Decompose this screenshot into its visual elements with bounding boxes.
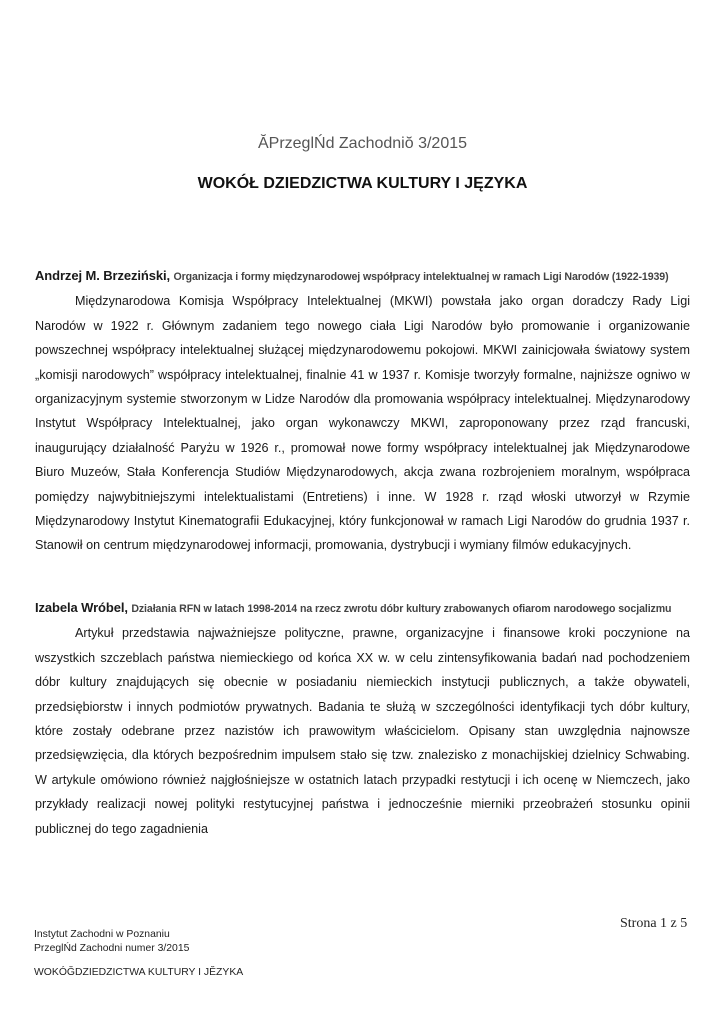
article-author: Andrzej M. Brzeziński,	[35, 268, 171, 283]
page-title: WOKÓŁ DZIEDZICTWA KULTURY I JĘZYKA	[197, 175, 528, 192]
article-title: Organizacja i formy międzynarodowej współpracy intelektualnej w ramach Ligi Narodów (1922-1939)	[173, 271, 669, 283]
article-abstract: Artykuł przedstawia najważniejsze polityczne, prawne, organizacyjne i finansowe kroki poczynione na wszystkich szczeblach państwa niemieckiego od końca XX w. w celu zintensyfikowania badań nad pochodzeniem dóbr kultury znajdujących się obecnie w posiadaniu niemieckich instytucji publicznych, a także obywateli, przedsiębiorstw i innych podmiotów prywatnych. Badania te służą w szczególności identyfikacji tych dóbr kultury, które zostały odebrane przez nazistów ich prawowitym właścicielom. Opisany stan uwzględnia najnowsze przedsięwzięcia, dla których bezpośrednim impulsem stało się tzw. znalezisko z monachijskiej dzielnicy Schwabing. W artykule omówiono również najgłośniejsze w ostatnich latach przypadki restytucji i ich ocenę w Niemczech, jako przykłady realizacji nowej polityki restytucyjnej państwa i jednocześnie mierniki przeobrażeń stosunku opinii publicznej do tego zagadnienia	[35, 626, 690, 836]
article-heading	[35, 264, 690, 289]
footer-section: WOKÓĞDZIEDZICTWA KULTURY I JĔZYKA	[34, 967, 244, 978]
article-entry	[35, 596, 690, 841]
article-abstract: Międzynarodowa Komisja Współpracy Intelektualnej (MKWI) powstała jako organ doradczy Rady Ligi Narodów w 1922 r. Głównym zadaniem tego nowego ciała Ligi Narodów było promowanie i organizowanie powszechnej współpracy intelektualnej służącej międzynarodowemu pokojowi. MKWI zainicjowała światowy system „komisji narodowych” współpracy intelektualnej, finalnie 41 w 1937 r. Komisje tworzyły formalne, najniższe ogniwo w organizacyjnym systemie stworzonym w Lidze Narodów dla promowania współpracy intelektualnej. Międzynarodowy Instytut Współpracy Intelektualnej, jako organ wykonawczy MKWI, zaproponowany przez rząd francuski, inaugurujący działalność Paryżu w 1926 r., promował nowe formy współpracy intelektualnej jak Międzynarodowe Biuro Muzeów, Stała Konferencja Studiów Międzynarodowych, akcja zwana rozbrojeniem moralnym, współpraca pomiędzy najwybitniejszymi intelektualistami (Entretiens) i inne. W 1928 r. rząd włoski utworzył w Rzymie Międzynarodowy Instytut Kinematografii Edukacyjnej, który funkcjonował w ramach Ligi Narodów do grudnia 1937 r. Stanowił on centrum międzynarodowej informacji, promowania, dystrybucji i wymiany filmów edukacyjnych.	[35, 294, 690, 553]
footer-institute: Instytut Zachodni w Poznaniu	[34, 929, 170, 940]
journal-header: ĂPrzeglŃd Zachodniŏ 3/2015	[257, 135, 468, 152]
article-title: Działania RFN w latach 1998-2014 na rzecz zwrotu dóbr kultury zrabowanych ofiarom narodowego socjalizmu	[131, 603, 672, 615]
article-author: Izabela Wróbel,	[35, 600, 128, 615]
page-number: Strona 1 z 5	[620, 916, 688, 931]
article-heading	[35, 596, 690, 621]
article-entry	[35, 264, 690, 558]
footer-issue: PrzeglŃd Zachodni numer 3/2015	[34, 943, 190, 954]
